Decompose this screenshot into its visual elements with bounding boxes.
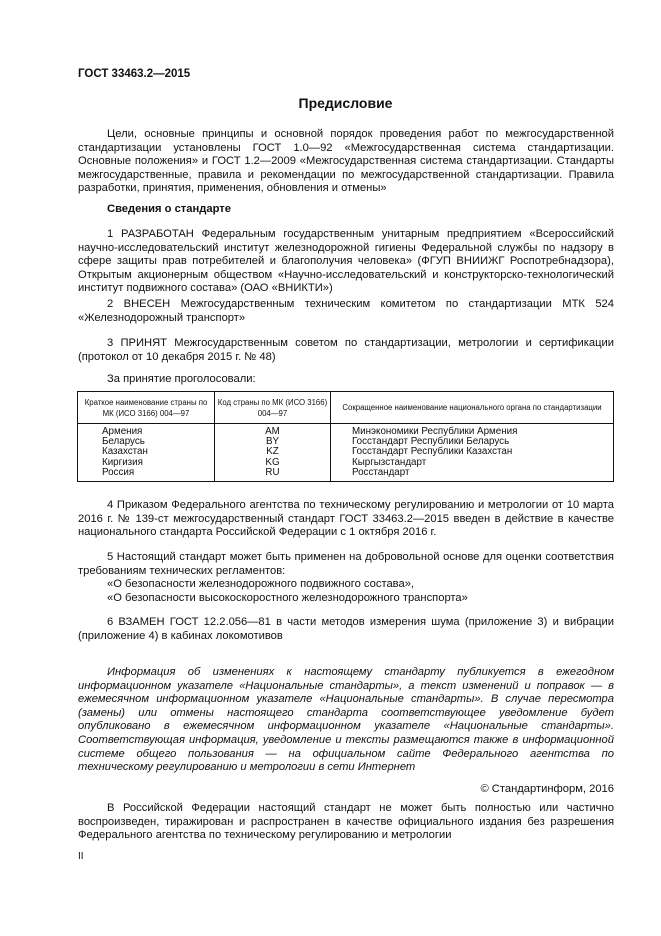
- item-4-enactment: [78, 499, 614, 540]
- intro-text: Цели, основные принципы и основной порядок проведения работ по межгосударственной стандартизации установлены ГОСТ 1.0—92 «Межгосударственная система стандартизации. Основные положения» и ГОСТ 1.2—2009 «Межгосударственная система стандартизации. Стандарты межгосударственные, правила и рекомендации по межгосударственной стандартизации. Правила разработки, принятия, применения, обновления и отмены»: [78, 128, 614, 195]
- country-name: Казахстан: [102, 446, 148, 458]
- item-2-text: 2 ВНЕСЕН Межгосударственным техническим комитетом по стандартизации МТК 524 «Железнодорожный транспорт»: [78, 298, 614, 324]
- item-6-replaces: [78, 616, 614, 643]
- page-number: II: [78, 851, 84, 862]
- standards-body: Минэкономики Республики Армения: [352, 426, 518, 437]
- rights-text: В Российской Федерации настоящий стандарт не может быть полностью или частично воспроизведен, тиражирован и распространен в качестве официального издания без разрешения Федерального агентства по техническому регулированию и метрологии: [78, 802, 614, 842]
- table-row: [78, 424, 614, 482]
- table-header-code: Код страны по МК (ИСО 3166) 004—97: [215, 392, 331, 424]
- standards-body: Росстандарт: [352, 466, 410, 478]
- item-1-developed: [78, 228, 614, 296]
- page-title: Предисловие: [298, 95, 393, 111]
- item-1-text: 1 РАЗРАБОТАН Федеральным государственным унитарным предприятием «Всероссийский научно-исследовательский институт железнодорожной гигиены Федеральной службы по надзору в сфере защиты прав потребителей и благополучия человека» (ФГУП ВНИИЖГ Роспотребнадзора), Открытым акционерным обществом «Научно-исследовательский и конструкторско-технологический институт подвижного состава» (ОАО «ВНИКТИ»): [78, 228, 614, 295]
- copyright: © Стандартинформ, 2016: [480, 783, 614, 795]
- voting-table: [77, 391, 614, 482]
- item-5-text: 5 Настоящий стандарт может быть применен на добровольной основе для оценки соответствия требованиям технических регламентов:: [78, 551, 614, 577]
- table-header-row: [78, 392, 614, 424]
- body-cell: [331, 424, 614, 482]
- regulation-2: «О безопасности высокоскоростного железнодорожного транспорта»: [107, 592, 468, 604]
- code-cell: [215, 424, 331, 482]
- country-code: BY: [265, 436, 280, 448]
- item-3-text: 3 ПРИНЯТ Межгосударственным советом по стандартизации, метрологии и сертификации (протокол от 10 декабря 2015 г. № 48): [78, 337, 614, 363]
- country-code: KZ: [266, 446, 279, 458]
- section-title: Сведения о стандарте: [107, 203, 231, 215]
- item-2-submitted: [78, 298, 614, 325]
- item-4-text: 4 Приказом Федерального агентства по техническому регулированию и метрологии от 10 марта 2016 г. № 139-ст межгосударственный стандарт ГОСТ 33463.2—2015 введен в действие в качестве национального стандарта Российской Федерации с 1 октября 2016 г.: [78, 499, 614, 539]
- change-notice: [78, 666, 614, 775]
- item-3-adopted: [78, 337, 614, 364]
- country-code: RU: [265, 466, 280, 478]
- vote-label: За принятие проголосовали:: [107, 373, 256, 385]
- country-code: AM: [265, 426, 280, 437]
- item-5-voluntary: [78, 551, 614, 578]
- country-code: KG: [265, 456, 280, 468]
- item-6-text: 6 ВЗАМЕН ГОСТ 12.2.056—81 в части методов измерения шума (приложение 3) и вибрации (приложение 4) в кабинах локомотивов: [78, 616, 614, 642]
- table-header-body: Сокращенное наименование национального органа по стандартизации: [331, 392, 614, 424]
- country-name: Беларусь: [102, 436, 145, 448]
- table-header-country: Краткое наименование страны по МК (ИСО 3166) 004—97: [78, 392, 215, 424]
- rights-notice: [78, 802, 614, 843]
- regulation-1: «О безопасности железнодорожного подвижного состава»,: [107, 578, 415, 590]
- country-name: Армения: [102, 426, 143, 437]
- country-name: Киргизия: [102, 456, 143, 468]
- document-id-header: ГОСТ 33463.2—2015: [78, 68, 191, 80]
- standards-body: Кыргызстандарт: [352, 456, 427, 468]
- standards-body: Госстандарт Республики Беларусь: [352, 436, 510, 448]
- country-cell: [78, 424, 215, 482]
- change-notice-text: Информация об изменениях к настоящему стандарту публикуется в ежегодном информационном указателе «Национальные стандарты», а текст изменений и поправок — в ежемесячном информационном указателе «Национальные стандарты». В случае пересмотра (замены) или отмены настоящего стандарта соответствующее уведомление будет опубликовано в ежемесячном информационном указателе «Национальные стандарты». Соответствующая информация, уведомление и тексты размещаются также в информационной системе общего пользования — на официальном сайте Федерального агентства по техническому регулированию и метрологии в сети Интернет: [78, 666, 614, 774]
- standards-body: Госстандарт Республики Казахстан: [352, 446, 513, 458]
- country-name: Россия: [102, 466, 135, 478]
- intro-paragraph: [78, 128, 614, 196]
